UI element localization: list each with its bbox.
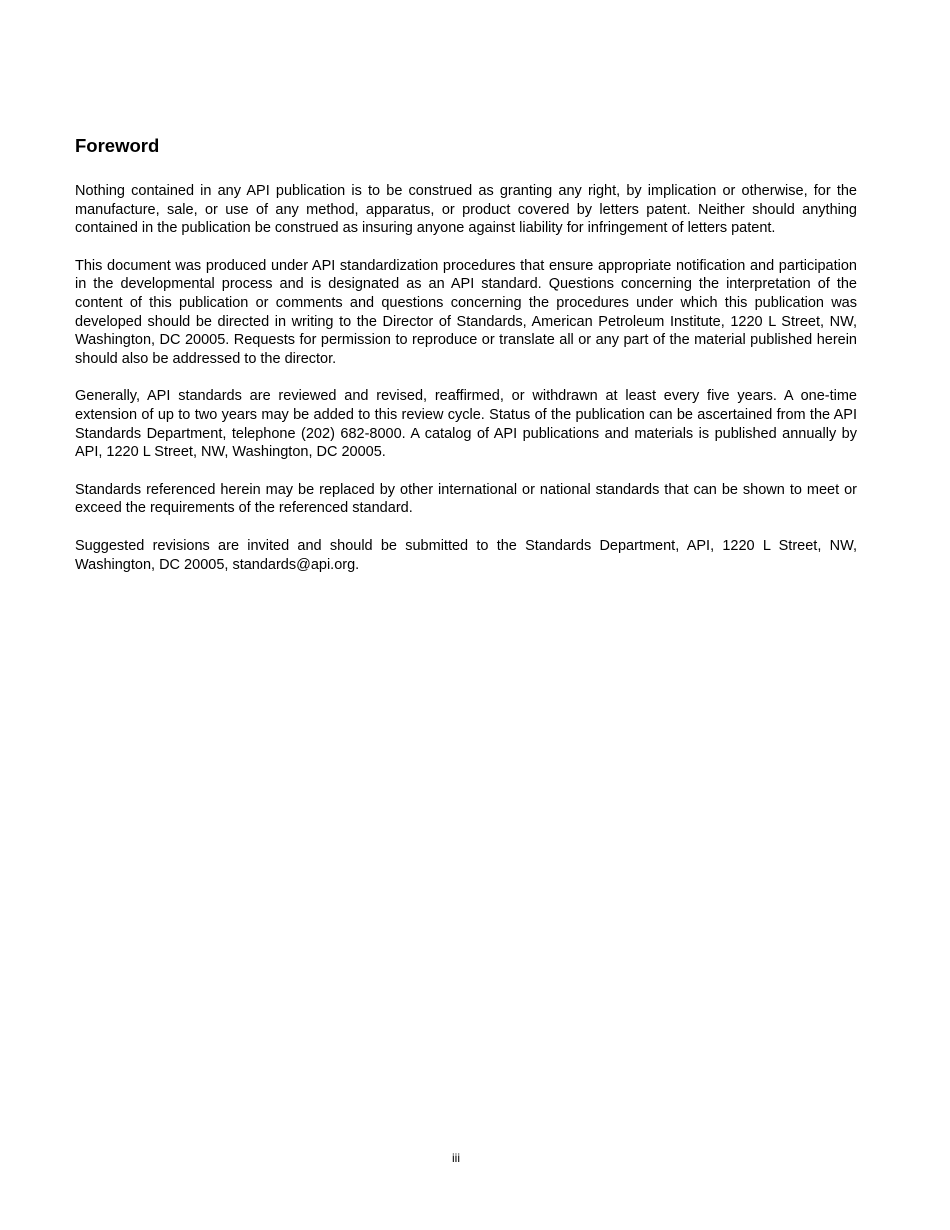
paragraph-standardization-procedures: This document was produced under API standardization procedures that ensure appropriate notification and participation in the developmental process and is designated as an API standard. Questions concerning the interpretation of the content of this publication or comments and questions concerning the procedures under which this publication was developed should be directed in writing to the Director of Standards, American Petroleum Institute, 1220 L Street, NW, Washington, DC 20005. Requests for permission to reproduce or translate all or any part of the material published herein should also be addressed to the director.	[75, 257, 857, 367]
paragraph-suggested-revisions: Suggested revisions are invited and should be submitted to the Standards Department, API, 1220 L Street, NW, Washington, DC 20005, standards@api.org.	[75, 537, 857, 573]
foreword-body	[75, 182, 857, 593]
paragraph-review-cycle: Generally, API standards are reviewed and revised, reaffirmed, or withdrawn at least every five years. A one-time extension of up to two years may be added to this review cycle. Status of the publication can be ascertained from the API Standards Department, telephone (202) 682-8000. A catalog of API publications and materials is published annually by API, 1220 L Street, NW, Washington, DC 20005.	[75, 388, 857, 461]
page-title: Foreword	[75, 135, 160, 156]
paragraph-patent-disclaimer: Nothing contained in any API publication is to be construed as granting any right, by implication or otherwise, for the manufacture, sale, or use of any method, apparatus, or product covered by letters patent. Neither should anything contained in the publication be construed as insuring anyone against liability for infringement of letters patent.	[75, 183, 857, 237]
page-number: iii	[452, 1151, 460, 1165]
paragraph-referenced-standards: Standards referenced herein may be replaced by other international or national standards that can be shown to meet or exceed the requirements of the referenced standard.	[75, 481, 857, 517]
